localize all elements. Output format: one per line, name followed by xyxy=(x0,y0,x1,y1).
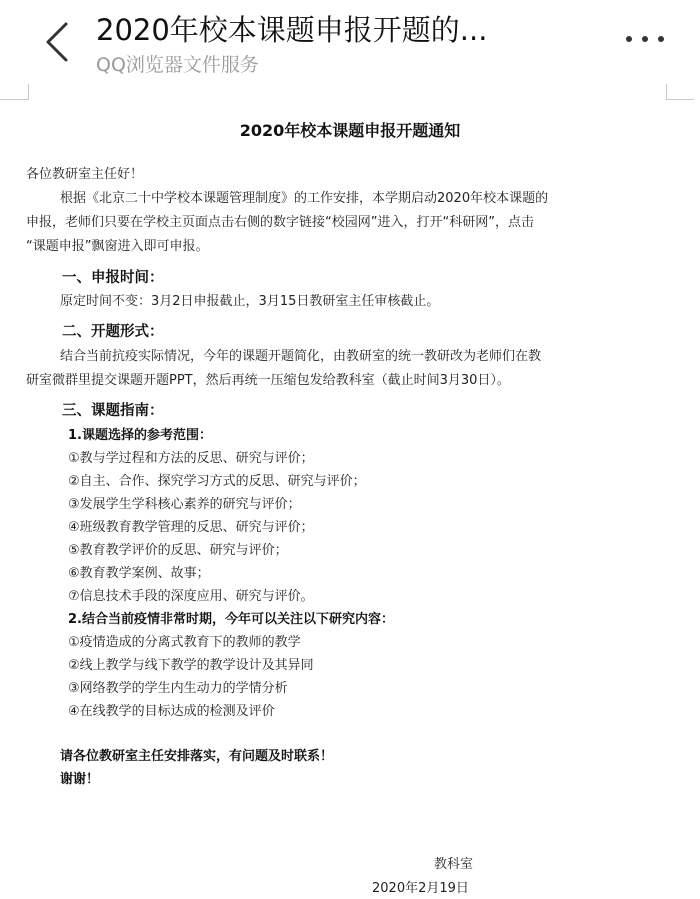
page-subtitle: QQ浏览器文件服务 xyxy=(96,54,259,76)
page-corner-mark xyxy=(28,84,29,100)
list-item: ④班级教育教学管理的反思、研究与评价； xyxy=(68,520,314,535)
section-text: 原定时间不变：3月2日申报截止，3月15日教研室主任审核截止。 xyxy=(60,294,440,309)
signature-date: 2020年2月19日 xyxy=(372,881,469,896)
closing-text: 请各位教研室主任安排落实，有问题及时联系！ xyxy=(60,749,334,764)
subsection-heading: 1.课题选择的参考范围： xyxy=(68,428,212,443)
section-heading: 一、申报时间： xyxy=(62,270,164,286)
subsection-heading: 2.结合当前疫情非常时期，今年可以关注以下研究内容： xyxy=(68,612,394,627)
list-item: ②线上教学与线下教学的教学设计及其异同 xyxy=(68,658,314,673)
list-item: ③网络教学的学生内生动力的学情分析 xyxy=(68,681,288,696)
list-item: ④在线教学的目标达成的检测及评价 xyxy=(68,704,275,719)
section-text: 结合当前抗疫实际情况，今年的课题开题简化，由教研室的统一教研改为老师们在教 xyxy=(60,349,542,364)
more-dots-icon[interactable] xyxy=(620,30,670,50)
list-item: ⑥教育教学案例、故事； xyxy=(68,566,210,581)
closing-text: 谢谢！ xyxy=(60,772,100,787)
intro-line: 根据《北京二十中学校本课题管理制度》的工作安排，本学期启动2020年校本课题的 xyxy=(60,191,549,206)
greeting: 各位教研室主任好！ xyxy=(26,167,144,182)
intro-line: 申报，老师们只要在学校主页面点击右侧的数字链接“校园网”进入，打开“科研网”，点击 xyxy=(26,215,534,230)
document-page xyxy=(0,100,700,899)
list-item: ③发展学生学科核心素养的研究与评价； xyxy=(68,497,301,512)
section-text: 研室微群里提交课题开题PPT，然后再统一压缩包发给教科室（截止时间3月30日）。 xyxy=(26,373,510,388)
list-item: ①疫情造成的分离式教育下的教师的教学 xyxy=(68,635,301,650)
page-corner-mark xyxy=(666,84,667,100)
document-title: 2020年校本课题申报开题通知 xyxy=(239,121,461,140)
chevron-left-icon[interactable] xyxy=(40,20,76,64)
list-item: ①教与学过程和方法的反思、研究与评价； xyxy=(68,451,314,466)
list-item: ⑤教育教学评价的反思、研究与评价； xyxy=(68,543,288,558)
list-item: ⑦信息技术手段的深度应用、研究与评价。 xyxy=(68,589,314,604)
section-heading: 三、课题指南： xyxy=(62,403,164,419)
signature-office: 教科室 xyxy=(434,857,474,872)
intro-line: “课题申报”飘窗进入即可申报。 xyxy=(26,239,209,254)
list-item: ②自主、合作、探究学习方式的反思、研究与评价； xyxy=(68,474,366,489)
page-title: 2020年校本课题申报开题的... xyxy=(96,13,488,47)
top-bar xyxy=(0,0,700,84)
section-heading: 二、开题形式： xyxy=(62,324,164,340)
